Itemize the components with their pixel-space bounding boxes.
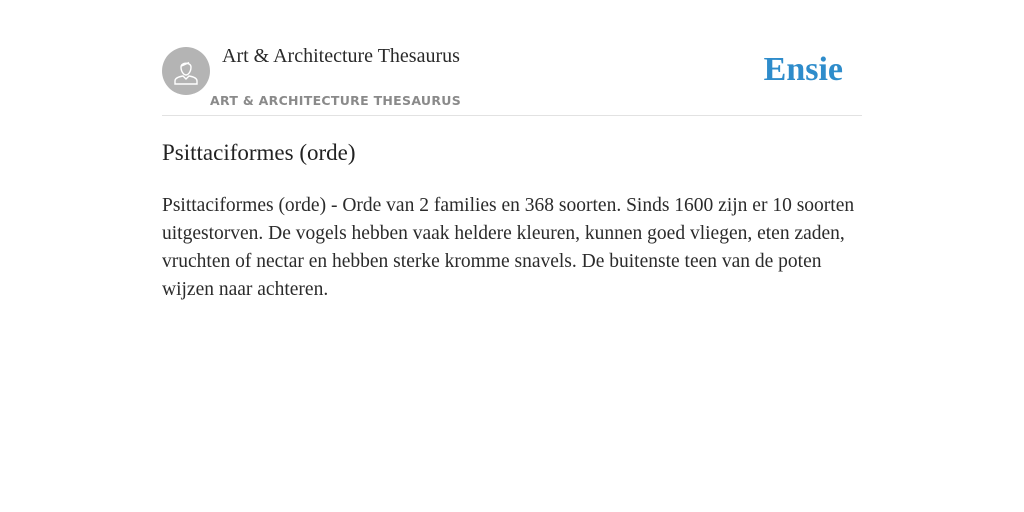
definition-title: Psittaciformes (orde)	[162, 140, 356, 165]
card-header	[162, 0, 862, 116]
avatar[interactable]	[162, 47, 210, 95]
definition-card	[162, 0, 862, 300]
definition-body: Psittaciformes (orde) - Orde van 2 families en 368 soorten. Sinds 1600 zijn er 10 soorten uitgestorven. De vogels hebben vaak heldere kleuren, kunnen goed vliegen, eten zaden, vruchten of nectar en hebben sterke kromme snavels. De buitenste teen van de poten wijzen naar achteren.	[162, 195, 855, 300]
source-tag[interactable]: ART & ARCHITECTURE THESAURUS	[210, 93, 462, 108]
author-name[interactable]: Art & Architecture Thesaurus	[222, 45, 460, 67]
brand-logo[interactable]: Ensie	[763, 51, 843, 88]
user-icon	[171, 56, 201, 86]
